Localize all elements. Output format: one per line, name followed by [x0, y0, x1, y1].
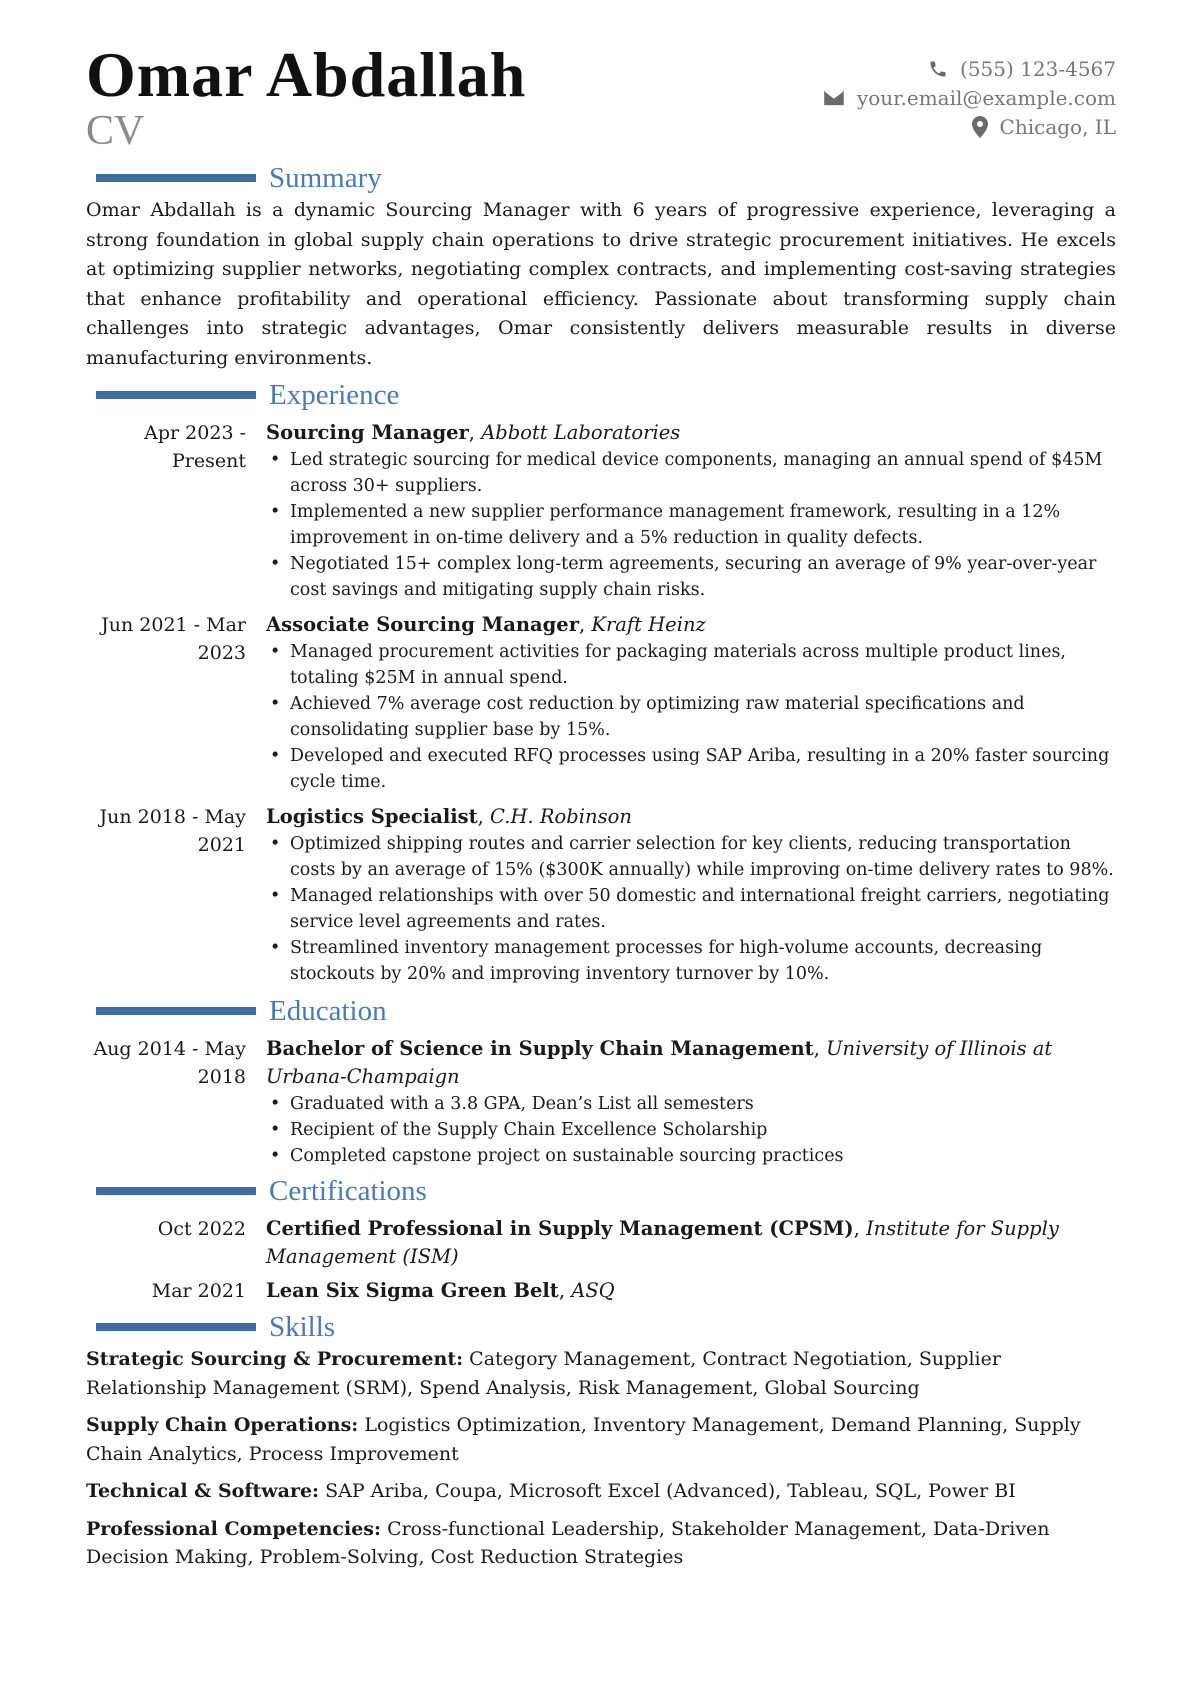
entry-title: Associate Sourcing Manager, Kraft Heinz [266, 613, 706, 636]
document-subtitle: CV [86, 108, 145, 154]
skills-title: Skills [269, 1311, 336, 1343]
skill-list: Cross-functional Leadership, Stakeholder Management, Data-Driven Decision Making, Problem-Solving, Cost Reduction Strategies [86, 1517, 1050, 1568]
achievement-list [266, 831, 1116, 987]
list-item: • Streamlined inventory management processes for high-volume accounts, decreasing stockouts by 20% and improving inventory turnover by 10%. [266, 935, 1116, 987]
job-role: Sourcing Manager [266, 421, 469, 444]
entry-title: Sourcing Manager, Abbott Laboratories [266, 421, 681, 444]
experience-title: Experience [269, 379, 400, 411]
skill-group [86, 1515, 1116, 1572]
list-item: • Graduated with a 3.8 GPA, Dean’s List all semesters [266, 1091, 1116, 1117]
contact-info [823, 54, 1116, 141]
skill-group [86, 1477, 1116, 1506]
phone-icon [928, 59, 948, 79]
entry-body [266, 1277, 1116, 1305]
issuer: ASQ [571, 1279, 615, 1302]
section-accent-bar [96, 1187, 256, 1195]
certification-name: Certified Professional in Supply Management (CPSM) [266, 1217, 854, 1240]
certifications-section [86, 1173, 1116, 1305]
section-accent-bar [96, 391, 256, 399]
education-section [86, 993, 1116, 1169]
job-role: Associate Sourcing Manager [266, 613, 579, 636]
entry-title: Logistics Specialist, C.H. Robinson [266, 805, 632, 828]
list-item: • Negotiated 15+ complex long-term agreements, securing an average of 9% year-over-year cost savings and mitigating supply chain risks. [266, 551, 1116, 603]
contact-location [823, 112, 1116, 141]
education-title: Education [269, 995, 387, 1027]
entry-body [266, 611, 1116, 795]
envelope-icon [823, 90, 845, 106]
resume-header [86, 40, 1116, 160]
candidate-name: Omar Abdallah [86, 39, 527, 110]
entry-date: Mar 2021 [151, 1280, 246, 1302]
summary-title: Summary [269, 162, 382, 194]
employer: Abbott Laboratories [481, 421, 681, 444]
skill-group [86, 1411, 1116, 1468]
list-item: • Developed and executed RFQ processes using SAP Ariba, resulting in a 20% faster sourcing cycle time. [266, 743, 1116, 795]
list-item: • Optimized shipping routes and carrier selection for key clients, reducing transportation costs by an average of 15% ($300K annually) while improving on-time delivery rates to 98%. [266, 831, 1116, 883]
issuer: Institute for Supply Management (ISM) [266, 1217, 1059, 1268]
entry-title: Certified Professional in Supply Management (CPSM), Institute for Supply Management (ISM) [266, 1217, 1059, 1268]
experience-entry [86, 803, 1116, 987]
entry-title: Bachelor of Science in Supply Chain Management, University of Illinois at Urbana-Champaign [266, 1037, 1053, 1088]
skill-category: Supply Chain Operations: [86, 1414, 359, 1436]
certification-entry [86, 1277, 1116, 1305]
certifications-title: Certifications [269, 1175, 427, 1207]
contact-phone [823, 54, 1116, 83]
certification-name: Lean Six Sigma Green Belt [266, 1279, 559, 1302]
contact-email [823, 83, 1116, 112]
experience-entry [86, 611, 1116, 795]
skill-list: SAP Ariba, Coupa, Microsoft Excel (Advanced), Tableau, SQL, Power BI [325, 1480, 1016, 1502]
certification-entry [86, 1215, 1116, 1271]
list-item: • Recipient of the Supply Chain Excellence Scholarship [266, 1117, 1116, 1143]
summary-text: Omar Abdallah is a dynamic Sourcing Manager with 6 years of progressive experience, leveraging a strong foundation in global supply chain operations to drive strategic procurement initiatives. He excels at optimizing supplier networks, negotiating complex contracts, and implementing cost-saving strategies that enhance profitability and operational efficiency. Passionate about transforming supply chain challenges into strategic advantages, Omar consistently delivers measurable results in diverse manufacturing environments. [86, 199, 1116, 369]
experience-section [86, 377, 1116, 987]
entry-title: Lean Six Sigma Green Belt, ASQ [266, 1279, 615, 1302]
phone-number[interactable]: (555) 123-4567 [960, 56, 1116, 81]
entry-date: Oct 2022 [157, 1218, 246, 1240]
employer: Kraft Heinz [591, 613, 706, 636]
resume-page [86, 40, 1116, 1581]
entry-body [266, 419, 1116, 603]
section-heading [86, 993, 1116, 1029]
degree: Bachelor of Science in Supply Chain Management [266, 1037, 814, 1060]
entry-body [266, 1035, 1116, 1169]
achievement-list [266, 639, 1116, 795]
section-heading [86, 377, 1116, 413]
map-pin-icon [972, 116, 988, 138]
employer: C.H. Robinson [490, 805, 632, 828]
location-text: Chicago, IL [999, 114, 1116, 139]
entry-date: Jun 2021 - Mar 2023 [101, 614, 246, 664]
skill-group [86, 1345, 1116, 1402]
skill-category: Professional Competencies: [86, 1517, 382, 1540]
section-accent-bar [96, 1323, 256, 1331]
email-address[interactable]: your.email@example.com [856, 85, 1116, 110]
section-heading [86, 1173, 1116, 1209]
skill-list: Category Management, Contract Negotiation, Supplier Relationship Management (SRM), Spend Analysis, Risk Management, Global Sourcing [86, 1348, 1001, 1399]
entry-date: Aug 2014 - May 2018 [93, 1038, 246, 1088]
summary-section [86, 160, 1116, 373]
job-role: Logistics Specialist [266, 805, 478, 828]
skills-section [86, 1309, 1116, 1572]
skill-category: Technical & Software: [86, 1480, 320, 1502]
entry-body [266, 1215, 1116, 1271]
entry-body [266, 803, 1116, 987]
achievement-list [266, 1091, 1116, 1169]
section-heading [86, 160, 1116, 196]
achievement-list [266, 447, 1116, 603]
entry-date: Jun 2018 - May 2021 [99, 806, 246, 856]
list-item: • Managed relationships with over 50 domestic and international freight carriers, negotiating service level agreements and rates. [266, 883, 1116, 935]
entry-date: Apr 2023 - Present [144, 422, 246, 472]
section-accent-bar [96, 1007, 256, 1015]
skill-category: Strategic Sourcing & Procurement: [86, 1348, 464, 1370]
list-item: • Achieved 7% average cost reduction by optimizing raw material specifications and consolidating supplier base by 15%. [266, 691, 1116, 743]
section-accent-bar [96, 174, 256, 182]
skill-list: Logistics Optimization, Inventory Management, Demand Planning, Supply Chain Analytics, Process Improvement [86, 1414, 1081, 1465]
list-item: • Managed procurement activities for packaging materials across multiple product lines, totaling $25M in annual spend. [266, 639, 1116, 691]
list-item: • Led strategic sourcing for medical device components, managing an annual spend of $45M across 30+ suppliers. [266, 447, 1116, 499]
education-entry [86, 1035, 1116, 1169]
list-item: • Implemented a new supplier performance management framework, resulting in a 12% improvement in on-time delivery and a 5% reduction in quality defects. [266, 499, 1116, 551]
institution: University of Illinois at Urbana-Champaign [266, 1037, 1053, 1088]
experience-entry [86, 419, 1116, 603]
section-heading [86, 1309, 1116, 1345]
list-item: • Completed capstone project on sustainable sourcing practices [266, 1143, 1116, 1169]
